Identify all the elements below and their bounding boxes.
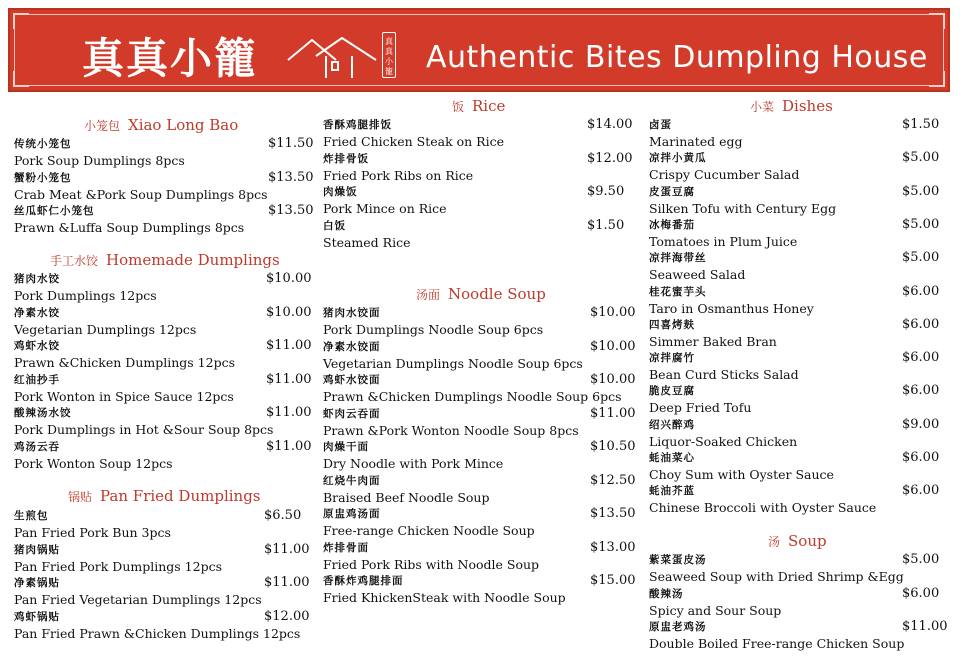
restaurant-title: Authentic Bites Dumpling House xyxy=(426,40,928,75)
menu-item-price: $6.00 xyxy=(902,283,940,299)
menu-item xyxy=(323,540,539,573)
menu-item xyxy=(323,218,410,251)
menu-item-english-name: Tomatoes in Plum Juice xyxy=(649,233,798,249)
menu-item xyxy=(649,383,751,416)
menu-item xyxy=(649,586,781,619)
menu-item-price: $12.00 xyxy=(587,150,633,166)
menu-item-chinese-name: 丝瓜虾仁小笼包 xyxy=(14,205,95,217)
menu-item-price: $6.00 xyxy=(902,350,940,366)
menu-item-price: $13.00 xyxy=(590,539,636,555)
menu-item xyxy=(14,405,273,438)
menu-item xyxy=(649,217,797,250)
menu-item xyxy=(14,542,222,575)
menu-item xyxy=(323,184,447,217)
menu-item-chinese-name: 炸排骨饭 xyxy=(323,152,369,165)
menu-item xyxy=(649,483,876,516)
menu-item-english-name: Seaweed Soup with Dried Shrimp &Egg xyxy=(649,569,904,584)
menu-item-chinese-name: 酸辣汤 xyxy=(649,587,684,600)
menu-item-chinese-name: 净素锅贴 xyxy=(14,577,60,589)
section-title-xiao-long-bao: 小笼包 Xiao Long Bao xyxy=(84,116,239,134)
menu-item-chinese-name: 紫菜蛋皮汤 xyxy=(649,554,707,566)
menu-item-chinese-name: 肉燥干面 xyxy=(323,441,369,453)
seal-stamp: 真 真 小 籠 xyxy=(382,32,396,78)
menu-item-price: $5.00 xyxy=(902,250,940,266)
menu-item-price: $12.00 xyxy=(264,608,310,624)
corner-ornament xyxy=(13,13,29,29)
menu-item-price: $5.00 xyxy=(902,183,940,199)
menu-item xyxy=(323,573,566,606)
menu-item-price: $1.50 xyxy=(587,217,625,233)
menu-item-price: $11.00 xyxy=(590,405,636,421)
menu-item-english-name: Pork Dumplings in Hot &Sour Soup 8pcs xyxy=(14,422,274,437)
menu-item-english-name: Taro in Osmanthus Honey xyxy=(649,300,814,316)
menu-item-english-name: Chinese Broccoli with Oyster Sauce xyxy=(649,500,877,516)
header-banner xyxy=(8,8,950,92)
menu-item-chinese-name: 猪肉锅贴 xyxy=(14,543,60,556)
menu-item xyxy=(649,552,904,585)
menu-item-english-name: Double Boiled Free-range Chicken Soup xyxy=(649,636,905,651)
menu-item-english-name: Fried Pork Ribs with Noodle Soup xyxy=(323,556,540,572)
menu-item-english-name: Deep Fried Tofu xyxy=(649,400,752,416)
menu-item-english-name: Marinated egg xyxy=(649,134,743,149)
menu-item-price: $6.50 xyxy=(264,508,302,523)
menu-item xyxy=(649,450,834,483)
menu-item-english-name: Braised Beef Noodle Soup xyxy=(323,489,490,505)
menu-item xyxy=(14,439,173,472)
menu-item-price: $9.50 xyxy=(587,184,625,199)
menu-item-price: $14.00 xyxy=(587,117,633,132)
menu-item-english-name: Pork Dumplings Noodle Soup 6pcs xyxy=(323,322,544,337)
menu-item-price: $11.00 xyxy=(266,371,312,387)
menu-item-chinese-name: 净素水饺 xyxy=(14,306,60,319)
menu-item-english-name: Silken Tofu with Century Egg xyxy=(649,200,837,216)
menu-item-english-name: Pork Mince on Rice xyxy=(323,201,447,216)
menu-item-chinese-name: 红油抄手 xyxy=(14,373,60,386)
menu-item xyxy=(14,609,300,642)
menu-item xyxy=(649,350,799,383)
menu-item-chinese-name: 凉拌海带丝 xyxy=(649,252,707,265)
menu-item xyxy=(14,508,171,541)
menu-item-chinese-name: 虾肉云吞面 xyxy=(323,407,381,420)
menu-item-chinese-name: 蟹粉小笼包 xyxy=(14,171,72,184)
menu-item xyxy=(323,372,622,405)
menu-item-chinese-name: 凉拌小黄瓜 xyxy=(649,152,707,165)
menu-item-chinese-name: 冰梅番茄 xyxy=(649,218,695,231)
menu-item-chinese-name: 卤蛋 xyxy=(649,119,672,131)
menu-item-english-name: Choy Sum with Oyster Sauce xyxy=(649,467,834,482)
menu-item-price: $6.00 xyxy=(902,383,940,399)
menu-item-english-name: Crab Meat &Pork Soup Dumplings 8pcs xyxy=(14,186,268,202)
menu-item xyxy=(323,305,543,338)
menu-item-chinese-name: 肉燥饭 xyxy=(323,186,358,198)
menu-item xyxy=(14,575,262,608)
menu-item-english-name: Bean Curd Sticks Salad xyxy=(649,367,799,383)
menu-item xyxy=(323,339,583,372)
menu-item-price: $6.00 xyxy=(902,585,940,601)
menu-item-price: $11.00 xyxy=(264,575,310,590)
menu-item-price: $12.50 xyxy=(590,472,636,488)
menu-item-chinese-name: 脆皮豆腐 xyxy=(649,385,695,398)
menu-item-chinese-name: 香酥炸鸡腿排面 xyxy=(323,575,404,587)
menu-item xyxy=(649,284,814,317)
menu-item-english-name: Pork Soup Dumplings 8pcs xyxy=(14,153,185,168)
menu-item-price: $6.00 xyxy=(902,483,940,499)
menu-item-price: $15.00 xyxy=(590,573,636,588)
menu-item xyxy=(14,338,235,371)
menu-item-english-name: Dry Noodle with Pork Mince xyxy=(323,456,504,471)
menu-item-english-name: Steamed Rice xyxy=(323,234,411,250)
menu-item xyxy=(14,305,196,338)
menu-item-chinese-name: 酸辣汤水饺 xyxy=(14,407,72,419)
menu-item-price: $11.00 xyxy=(266,405,312,420)
menu-item-english-name: Liquor-Soaked Chicken xyxy=(649,433,798,449)
menu-item-chinese-name: 桂花蜜芋头 xyxy=(649,285,707,298)
menu-item xyxy=(649,117,743,150)
corner-ornament xyxy=(929,71,945,87)
menu-item-price: $1.50 xyxy=(902,117,940,132)
menu-item-english-name: Fried KhickenSteak with Noodle Soup xyxy=(323,590,566,605)
menu-item-chinese-name: 净素水饺面 xyxy=(323,340,381,353)
menu-item-english-name: Seaweed Salad xyxy=(649,267,746,283)
menu-item-english-name: Prawn &Luffa Soup Dumplings 8pcs xyxy=(14,220,245,235)
menu-item-english-name: Prawn &Pork Wonton Noodle Soup 8pcs xyxy=(323,422,579,438)
menu-item-price: $9.00 xyxy=(902,416,940,432)
menu-item-chinese-name: 绍兴醉鸡 xyxy=(649,418,695,431)
corner-ornament xyxy=(13,71,29,87)
menu-item-chinese-name: 生煎包 xyxy=(14,510,49,522)
menu-item xyxy=(14,170,268,203)
menu-item-english-name: Free-range Chicken Noodle Soup xyxy=(323,523,535,538)
menu-item-price: $10.00 xyxy=(266,271,312,286)
menu-item-english-name: Pork Dumplings 12pcs xyxy=(14,288,157,303)
chinese-logo: 真真小籠 xyxy=(82,34,259,83)
menu-item-price: $10.00 xyxy=(590,305,636,320)
menu-item xyxy=(649,150,799,183)
menu-item xyxy=(649,317,777,350)
menu-item-chinese-name: 传统小笼包 xyxy=(14,138,72,150)
menu-item-chinese-name: 蚝油菜心 xyxy=(649,452,695,464)
menu-item-chinese-name: 皮蛋豆腐 xyxy=(649,185,695,198)
menu-item-price: $6.00 xyxy=(902,316,940,332)
menu-item xyxy=(323,406,579,439)
menu-item-price: $10.00 xyxy=(266,304,312,320)
menu-item-price: $13.50 xyxy=(590,506,636,521)
menu-item-price: $11.00 xyxy=(266,338,312,353)
menu-item-price: $6.00 xyxy=(902,450,940,465)
menu-item-english-name: Pan Fried Vegetarian Dumplings 12pcs xyxy=(14,592,262,607)
menu-item xyxy=(323,151,473,184)
menu-item-chinese-name: 蚝油芥蓝 xyxy=(649,485,695,498)
menu-item-price: $10.00 xyxy=(590,338,636,354)
menu-item-chinese-name: 炸排骨面 xyxy=(323,541,369,554)
menu-item xyxy=(649,417,797,450)
menu-item-english-name: Prawn &Chicken Dumplings 12pcs xyxy=(14,355,235,370)
menu-item-chinese-name: 红烧牛肉面 xyxy=(323,474,381,487)
section-title-homemade-dumplings: 手工水饺 Homemade Dumplings xyxy=(50,251,280,269)
menu-item-english-name: Pork Wonton in Spice Sauce 12pcs xyxy=(14,388,234,404)
menu-item-price: $13.50 xyxy=(268,203,314,218)
menu-item-price: $11.00 xyxy=(902,619,948,634)
menu-item-english-name: Crispy Cucumber Salad xyxy=(649,167,800,183)
menu-item xyxy=(14,136,185,169)
menu-item xyxy=(323,439,503,472)
menu-item-english-name: Pork Wonton Soup 12pcs xyxy=(14,455,173,471)
menu-item xyxy=(14,203,244,236)
menu-item-price: $11.50 xyxy=(268,136,314,151)
menu-item-chinese-name: 原盅老鸡汤 xyxy=(649,621,707,633)
menu-item-chinese-name: 猪肉水饺面 xyxy=(323,307,381,319)
menu-item-english-name: Fried Pork Ribs on Rice xyxy=(323,167,474,183)
menu-item-chinese-name: 鸡虾水饺 xyxy=(14,340,60,352)
section-title-soup: 汤 Soup xyxy=(768,532,827,550)
menu-item xyxy=(323,506,535,539)
section-title-noodle-soup: 汤面 Noodle Soup xyxy=(416,285,546,303)
menu-item-english-name: Pan Fried Prawn &Chicken Dumplings 12pcs xyxy=(14,625,301,641)
menu-item xyxy=(649,184,836,217)
section-title-rice: 饭 Rice xyxy=(452,97,506,115)
menu-item-price: $13.50 xyxy=(268,169,314,185)
menu-item-english-name: Simmer Baked Bran xyxy=(649,333,777,349)
menu-item-chinese-name: 原盅鸡汤面 xyxy=(323,508,381,520)
menu-item-price: $10.00 xyxy=(590,372,636,387)
menu-item xyxy=(323,117,504,150)
menu-item xyxy=(649,619,904,652)
menu-item-price: $11.00 xyxy=(266,438,312,454)
menu-item-english-name: Pan Fried Pork Bun 3pcs xyxy=(14,525,171,540)
menu-item-chinese-name: 凉拌腐竹 xyxy=(649,352,695,365)
menu-item-chinese-name: 白饭 xyxy=(323,219,346,232)
corner-ornament xyxy=(929,13,945,29)
menu-item-price: $5.00 xyxy=(902,150,940,166)
menu-item-chinese-name: 四喜烤麸 xyxy=(649,318,695,331)
section-title-dishes: 小菜 Dishes xyxy=(750,97,833,115)
menu-item-english-name: Vegetarian Dumplings Noodle Soup 6pcs xyxy=(323,355,583,371)
menu-item-english-name: Vegetarian Dumplings 12pcs xyxy=(14,321,197,337)
menu-item xyxy=(649,250,745,283)
menu-item-english-name: Pan Fried Pork Dumplings 12pcs xyxy=(14,558,222,574)
menu-item-english-name: Fried Chicken Steak on Rice xyxy=(323,134,504,149)
menu-item-english-name: Prawn &Chicken Dumplings Noodle Soup 6pcs xyxy=(323,389,622,404)
menu-item-chinese-name: 猪肉水饺 xyxy=(14,273,60,285)
menu-item xyxy=(14,372,234,405)
menu-item-price: $11.00 xyxy=(264,541,310,557)
menu-item-price: $5.00 xyxy=(902,216,940,232)
menu-item-chinese-name: 鸡虾锅贴 xyxy=(14,610,60,623)
menu-item-chinese-name: 鸡虾水饺面 xyxy=(323,374,381,386)
menu-item xyxy=(14,271,157,304)
menu-item xyxy=(323,473,489,506)
menu-item-chinese-name: 香酥鸡腿排饭 xyxy=(323,119,392,131)
section-title-pan-fried: 锅贴 Pan Fried Dumplings xyxy=(68,487,261,505)
menu-item-price: $10.50 xyxy=(590,439,636,454)
menu-item-chinese-name: 鸡汤云吞 xyxy=(14,440,60,453)
house-icon xyxy=(286,34,378,82)
menu-item-price: $5.00 xyxy=(902,552,940,567)
menu-item-english-name: Spicy and Sour Soup xyxy=(649,602,782,618)
